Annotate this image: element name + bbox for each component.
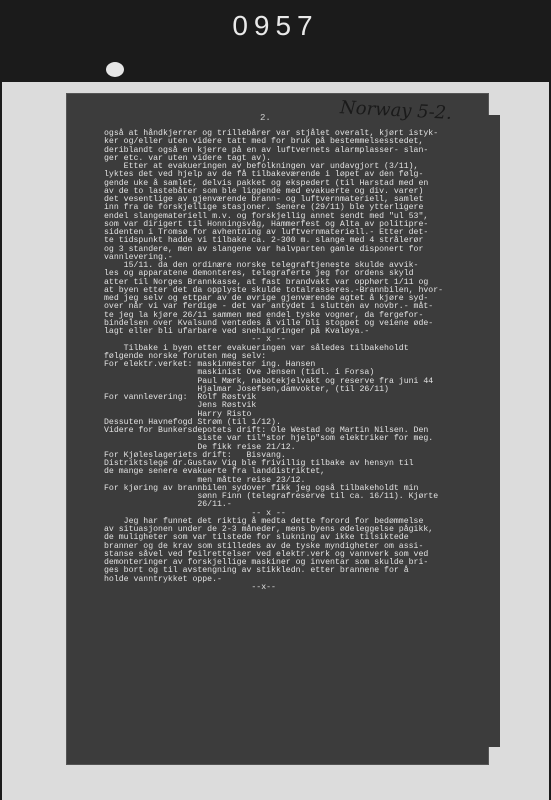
- text-line: stanse såvel ved feilrettelser ved elektr.verk og vannverk som ved: [104, 549, 429, 559]
- handwritten-annotation: Norway 5-2.: [339, 97, 453, 124]
- text-line: Hjalmar Josefsen,damvokter, (til 26/11): [104, 384, 389, 394]
- text-line: For Kjøleslageriets drift: Bisvang.: [104, 450, 286, 460]
- text-line: Etter at evakueringen av befolkningen var undavgjort (3/11),: [104, 162, 419, 171]
- text-line: Dessuten Havnefogd Strøm (til 1/12).: [104, 417, 281, 427]
- text-line: endel slangemateriell m.v. og forskjellig annet sendt med "ul 53",: [104, 211, 429, 221]
- text-line: Jens Røstvik: [104, 401, 257, 411]
- text-line: bindelsen over Kvalsund ventedes å ville bli stoppet og veiene øde-: [104, 318, 434, 328]
- text-line: sønn Finn (telegrafreserve til ca. 16/11). Kjørte: [104, 492, 439, 501]
- text-line: Paul Mærk, nabotekjelvakt og reserve fra juni 44: [104, 376, 434, 386]
- text-line: og 3 standere, men av slangene var halvparten gamle disponert for: [104, 244, 424, 254]
- text-line: Videre for Bunkersdepotets drift: Ole Westad og Martin Nilsen. Den: [104, 426, 429, 435]
- text-line: For kjøring av brannbilen sydover fikk jeg også tilbakeholdt min: [104, 483, 419, 493]
- text-line: men måtte reise 23/12.: [104, 475, 306, 485]
- text-line: som var dirigert til Honningsvåg, Hammerfest og Alta av politipre-: [104, 219, 429, 229]
- text-line: 26/11.-: [104, 500, 232, 510]
- text-line: demonteringer av forskjellige maskiner og inventar som skulde bri-: [104, 558, 429, 567]
- text-line: --x--: [104, 582, 276, 592]
- text-line: ker og/eller uten videre tatt med for bruk på bestemmelsesstedet,: [104, 137, 424, 147]
- text-line: deriblandt også en kjerre på en av luftvernets alarmplasser- slan-: [104, 145, 429, 155]
- text-line: Jeg har funnet det riktig å medta dette forord for bedømmelse: [104, 516, 424, 526]
- text-line: branner og de krav som stilledes av de tyske myndigheter om assi-: [104, 541, 424, 551]
- text-line: av de to lastebåter som ble liggende med evakuerte og div. varer): [104, 186, 424, 196]
- text-line: holde vanntrykket oppe.-: [104, 574, 222, 584]
- text-line: over når vi var ferdige - det var antydet i slutten av novbr.- måt-: [104, 302, 434, 312]
- film-sprocket-hole: [106, 62, 124, 77]
- text-line: te jeg la kjøre 26/11 sammen med endel tyske vogner, da fergefor-: [104, 310, 424, 320]
- text-line: de mange senere evakuerte fra landdistriktet,: [104, 467, 326, 477]
- text-line: Harry Risto: [104, 409, 252, 419]
- text-line: sidenten i Tromsø for avhentning av luftvernmateriell.- Etter det-: [104, 228, 429, 237]
- text-line: av situasjonen under de 2-3 måneder, mens byens ødeleggelse pågikk,: [104, 525, 434, 534]
- page-number: 2.: [260, 113, 271, 123]
- text-line: følgende norske foruten meg selv:: [104, 351, 267, 361]
- text-line: lagt eller bli ufarbare ved snehindringer på Kvaløya.-: [104, 327, 370, 336]
- text-line: ger etc. var uten videre tagt av).: [104, 153, 272, 163]
- text-line: les og apparatene demonteres, telegraferte jeg for ordens skyld: [104, 269, 414, 279]
- text-line: For vannlevering: Rolf Røstvik: [104, 393, 257, 402]
- text-line: vannlevering.-: [104, 252, 173, 262]
- text-line: siste var til"stor hjelp"som elektriker for meg.: [104, 434, 434, 444]
- text-line: de muligheter som var tilstede for slukning av ikke tilsiktede: [104, 533, 409, 543]
- text-line: maskinist Ove Jensen (tidl. i Forsa): [104, 368, 375, 378]
- text-line: inn fra de forskjellige stasjoner. Senere (29/11) ble ytterligere: [104, 203, 424, 213]
- text-line: med jeg selv og ettpar av de øvrige gjenværende agtet å kjøre syd-: [104, 294, 429, 303]
- document-body: [104, 130, 499, 592]
- text-line: Distriktslege dr.Gustav Vig ble frivillig tilbake av hensyn til: [104, 459, 414, 468]
- text-line: ges bort og til avstengning av stikkledn. etter brannene for å: [104, 566, 409, 576]
- text-line: Tilbake i byen etter evakueringen var således tilbakeholdt: [104, 343, 409, 353]
- text-line: 15/11. da den ordinære norske telegraftjeneste skulde avvik-: [104, 261, 419, 270]
- text-line: For elektr.verket: maskinmester ing. Hansen: [104, 360, 316, 369]
- text-line: at byen etter det da opplyste skulde totalrasseres.-Brannbilen, hvor-: [104, 285, 444, 295]
- text-line: lyktes det ved hjelp av de få tilbakeværende i løpet av den følg-: [104, 170, 424, 180]
- text-line: -- x --: [104, 508, 286, 518]
- text-line: te tidspunkt hadde vi tilbake ca. 2-300 m. slange med 4 strålerør: [104, 236, 424, 246]
- text-line: -- x --: [104, 335, 286, 345]
- text-line: atter til Norges Brannkasse, at fast brandvakt var opphørt 1/11 og: [104, 277, 429, 287]
- text-line: gende uke å samlet, delvis pakket og ekspedert (til Harstad med en: [104, 178, 429, 188]
- frame-number: 0957: [232, 10, 319, 41]
- text-line: også at håndkjerrer og trillebårer var stjålet overalt, kjørt istyk-: [104, 129, 439, 138]
- text-line: De fikk reise 21/12.: [104, 442, 296, 452]
- text-line: det vesentlige av gjenværende brann- og luftvernmateriell, samlet: [104, 195, 424, 204]
